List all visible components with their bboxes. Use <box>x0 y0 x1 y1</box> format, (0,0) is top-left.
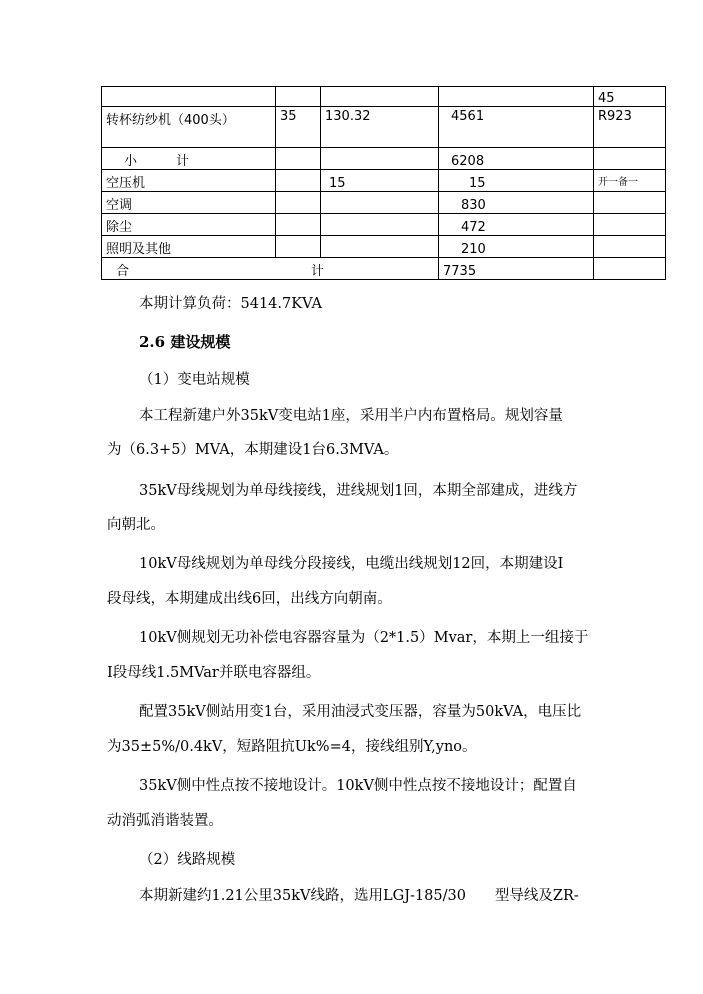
table-cell: 130.32 <box>321 107 439 148</box>
table-cell: 转杯纺纱机（400头） <box>102 107 276 148</box>
subheading-lines: （2）线路规模 <box>139 852 236 868</box>
table-cell <box>594 236 666 258</box>
table-cell <box>276 192 321 214</box>
table-cell: 4561 <box>439 107 594 148</box>
table-cell: 照明及其他 <box>102 236 276 258</box>
paragraph-line: 段母线，本期建成出线6回，出线方向朝南。 <box>107 591 392 607</box>
total-label-left: 合 <box>116 264 130 279</box>
total-label-right: 计 <box>311 264 325 279</box>
table-cell <box>594 192 666 214</box>
paragraph-line: 本期新建约1.21公里35kV线路，选用LGJ-185/30 型导线及ZR- <box>139 888 579 904</box>
paragraph-line: 配置35kV侧站用变1台，采用油浸式变压器，容量为50kVA，电压比 <box>139 704 582 720</box>
table-row <box>102 87 666 107</box>
table-row <box>102 236 666 258</box>
table-cell <box>594 148 666 170</box>
table-cell: 6208 <box>439 148 594 170</box>
table-row <box>102 214 666 236</box>
table-cell <box>102 87 276 107</box>
paragraph-line: 35kV侧中性点按不接地设计。10kV侧中性点按不接地设计；配置自 <box>139 778 577 794</box>
table-cell <box>594 258 666 280</box>
table-cell <box>276 170 321 192</box>
table-row <box>102 148 666 170</box>
table-row-total <box>102 258 666 280</box>
table-cell <box>321 192 439 214</box>
table-cell <box>321 148 439 170</box>
table-cell: 35 <box>276 107 321 148</box>
table-cell <box>439 87 594 107</box>
subheading-substation: （1）变电站规模 <box>139 372 250 388</box>
load-line: 本期计算负荷：5414.7KVA <box>139 296 323 312</box>
table-cell: 除尘 <box>102 214 276 236</box>
table-cell: 开一备一 <box>594 170 666 192</box>
paragraph-line: 为35±5%/0.4kV，短路阻抗Uk%=4，接线组别Y,yno。 <box>107 739 477 755</box>
load-table <box>101 86 666 280</box>
table-cell <box>321 87 439 107</box>
paragraph-line: 10kV侧规划无功补偿电容器容量为（2*1.5）Mvar，本期上一组接于 <box>139 630 589 646</box>
table-cell: 472 <box>439 214 594 236</box>
table-cell: R923 <box>594 107 666 148</box>
table-row <box>102 170 666 192</box>
table-cell <box>276 148 321 170</box>
paragraph-line: 为（6.3+5）MVA，本期建设1台6.3MVA。 <box>107 442 399 458</box>
table-cell <box>276 87 321 107</box>
paragraph-line: 向朝北。 <box>107 517 165 533</box>
table-cell: 小 计 <box>102 148 276 170</box>
table-cell: 空压机 <box>102 170 276 192</box>
paragraph-line: 35kV母线规划为单母线接线，进线规划1回，本期全部建成，进线方 <box>139 483 578 499</box>
table-cell: 15 <box>321 170 439 192</box>
table-row <box>102 107 666 148</box>
table-row <box>102 192 666 214</box>
table-cell: 空调 <box>102 192 276 214</box>
table-cell <box>321 214 439 236</box>
paragraph-line: 本工程新建户外35kV变电站1座，采用半户内布置格局。规划容量 <box>139 408 563 424</box>
total-label-cell <box>102 258 439 280</box>
paragraph-line: 动消弧消谐装置。 <box>107 813 223 829</box>
table-cell: 830 <box>439 192 594 214</box>
section-heading: 2.6 建设规模 <box>139 333 231 351</box>
table-cell: 45 <box>594 87 666 107</box>
total-value-cell: 7735 <box>439 258 594 280</box>
table-cell: 15 <box>439 170 594 192</box>
paragraph-line: 10kV母线规划为单母线分段接线，电缆出线规划12回，本期建设Ⅰ <box>139 556 564 572</box>
table-cell <box>276 214 321 236</box>
table-cell <box>321 236 439 258</box>
table-cell: 210 <box>439 236 594 258</box>
table-cell <box>594 214 666 236</box>
paragraph-line: Ⅰ段母线1.5MVar并联电容器组。 <box>107 665 321 681</box>
table-cell <box>276 236 321 258</box>
